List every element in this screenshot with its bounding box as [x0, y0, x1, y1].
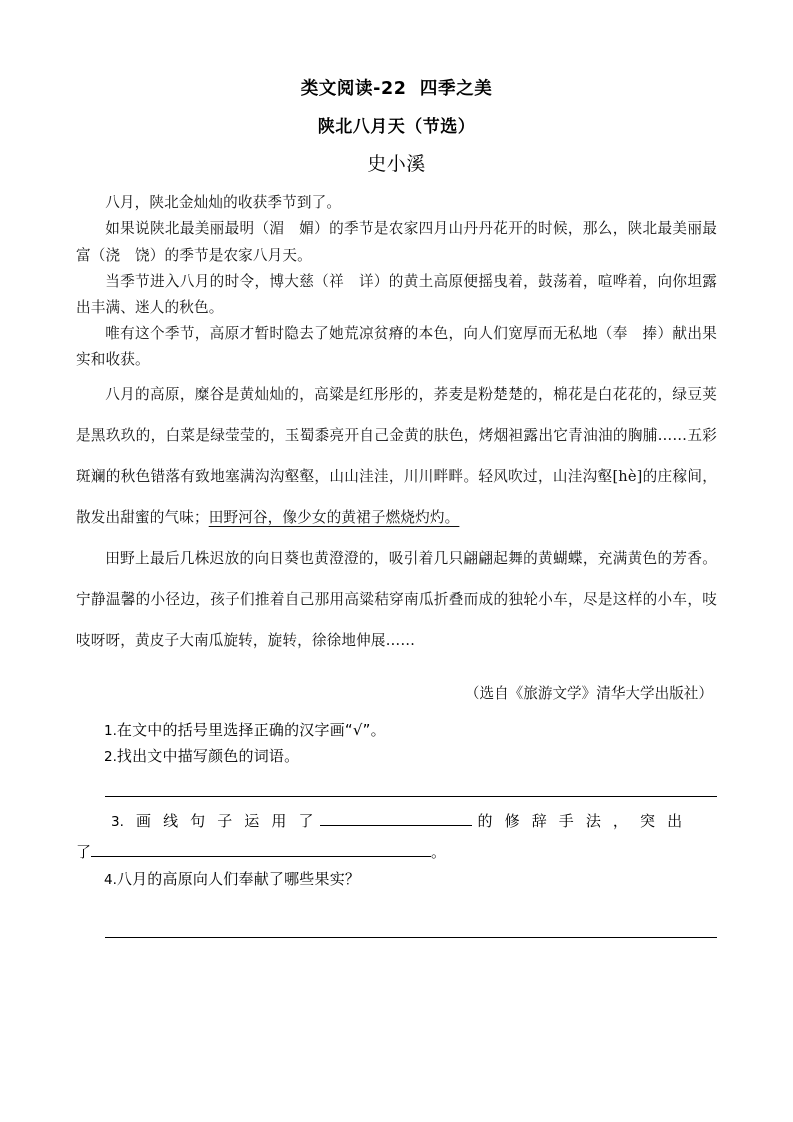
q3-char: 运 — [244, 811, 260, 830]
passage-paragraph: 八月，陕北金灿灿的收获季节到了。 — [105, 194, 342, 212]
question-3 — [76, 797, 717, 867]
q3-char: 出 — [667, 811, 683, 830]
q3-char: 用 — [271, 811, 287, 830]
question-1-text: 在文中的括号里选择正确的汉字画“√”。 — [116, 720, 386, 739]
question-2-text: 找出文中描写颜色的词语。 — [116, 746, 300, 765]
question-2-number: 2. — [104, 748, 117, 765]
passage-body — [76, 190, 717, 706]
question-4-number: 4. — [104, 871, 117, 888]
q3-char: ， — [612, 811, 628, 830]
q3-char: 辞 — [531, 811, 547, 830]
passage-colors-lead: 八月的高原，糜谷是黄灿灿的，高粱是红彤彤的，荞麦是粉楚楚的，棉花是白花花的，绿豆荚是黑玖玖的，白菜是绿莹莹的，玉蜀黍亮开自己金黄的肤色，烤烟袒露出它青油油的胸脯……五彩斑斓的秋色错落有致地塞满沟沟壑壑，山山洼洼，川川畔畔。轻风吹过，山洼沟壑[hè]的庄稼间，散发出甜蜜的气味； — [76, 385, 717, 526]
question-1-number: 1. — [104, 722, 117, 739]
question-3-number: 3. — [111, 813, 124, 830]
page-title: 类文阅读-22 四季之美 — [300, 79, 493, 99]
q3-char: 法 — [585, 811, 601, 830]
article-author: 史小溪 — [367, 153, 426, 176]
q3-char: 突 — [640, 811, 656, 830]
passage-paragraph: 如果说陕北最美丽最明（湄 媚）的季节是农家四月山丹丹花开的时候，那么，陕北最美丽最富（浇 饶）的季节是农家八月天。 — [76, 220, 717, 264]
question-4-text: 八月的高原向人们奉献了哪些果实？ — [116, 869, 361, 888]
q3-char: 画 — [135, 811, 151, 830]
question-1 — [76, 718, 717, 744]
article-subtitle: 陕北八月天（节选） — [317, 117, 476, 137]
passage-paragraph-colors — [76, 374, 717, 538]
passage-paragraph: 唯有这个季节，高原才暂时隐去了她荒凉贫瘠的本色，向人们宽厚而无私地（奉 捧）献出果实和收获。 — [76, 325, 717, 369]
answer-line-q2-wrap — [76, 770, 717, 797]
q3-char: 句 — [190, 811, 206, 830]
question-3-lead: 了 — [76, 842, 92, 861]
q3-char: 修 — [504, 811, 520, 830]
question-3-row2 — [76, 837, 717, 867]
passage-paragraph-sunflower: 田野上最后几株迟放的向日葵也黄澄澄的，吸引着几只翩翩起舞的黄蝴蝶，充满黄色的芳香。宁静温馨的小径边，孩子们推着自己那用高粱秸穿南瓜折叠而成的独轮小车，尽是这样的小车，吱吱呀呀，黄皮子大南瓜旋转，旋转，徐徐地伸展…… — [76, 549, 717, 649]
q3-char: 了 — [298, 811, 314, 830]
question-3-row1 — [76, 806, 688, 837]
q3-char: 的 — [477, 811, 493, 830]
answer-line-q4-wrap — [76, 893, 717, 938]
passage-paragraph: 当季节进入八月的时令，博大慈（祥 详）的黄土高原便摇曳着，鼓荡着，喧哗着，向你坦露出丰满、迷人的秋色。 — [76, 272, 717, 316]
question-2 — [76, 744, 717, 770]
question-3-tail: 。 — [431, 842, 447, 861]
q3-char: 线 — [163, 811, 179, 830]
question-3-blank-1[interactable] — [320, 808, 472, 826]
questions-section — [76, 718, 717, 938]
question-3-blank-2[interactable] — [91, 839, 431, 857]
question-4 — [76, 867, 717, 893]
q3-char: 子 — [217, 811, 233, 830]
underlined-sentence: 田野河谷，像少女的黄裙子燃烧灼灼。 — [208, 508, 460, 526]
source-attribution: （选自《旅游文学》清华大学出版社） — [464, 684, 713, 702]
answer-line-q4[interactable] — [105, 937, 717, 938]
q3-char: 手 — [558, 811, 574, 830]
